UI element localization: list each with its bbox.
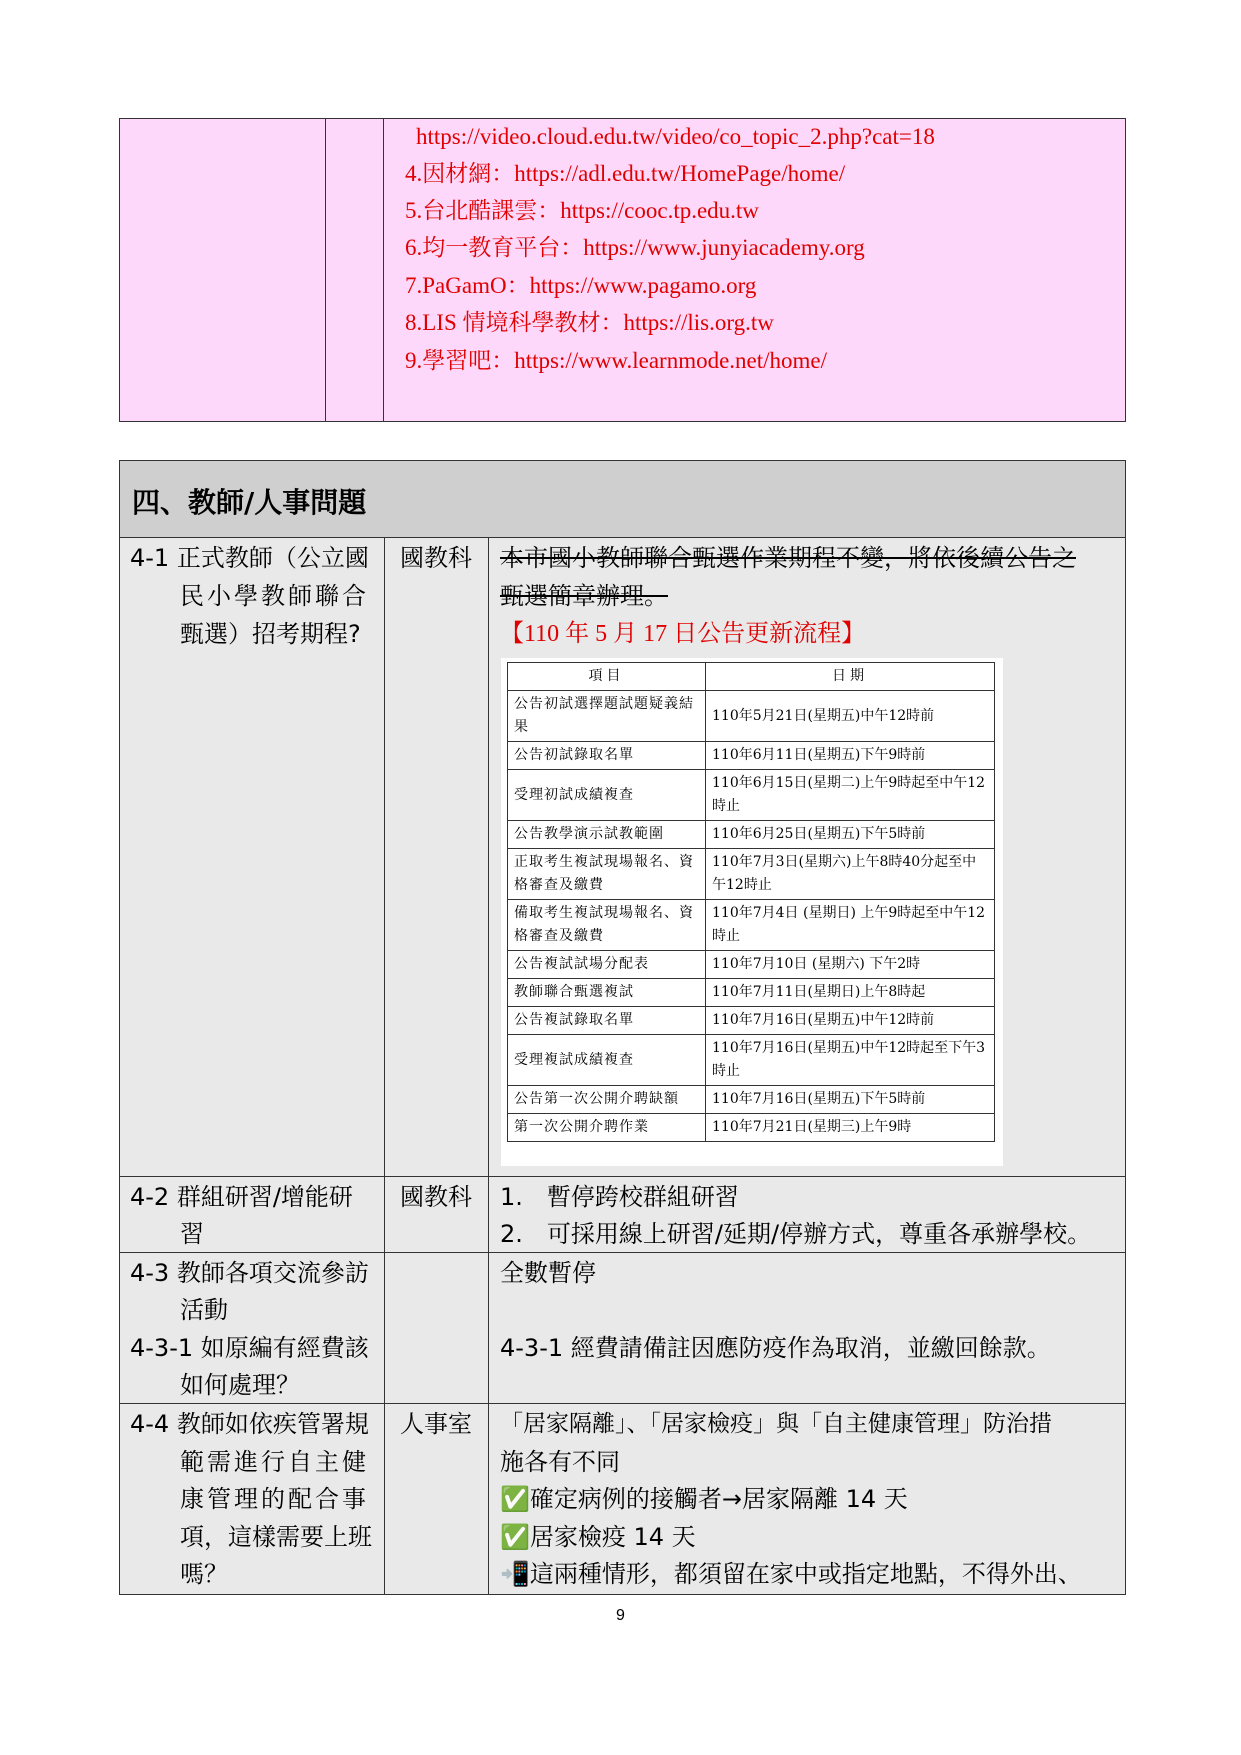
- question-4-3-line1: 4-3 教師各項交流參訪: [130, 1259, 369, 1287]
- schedule-date: 110年7月16日(星期五)下午5時前: [706, 1086, 995, 1114]
- section-title: 四、教師/人事問題: [132, 486, 367, 519]
- schedule-date: 110年7月4日 (星期日) 上午9時起至中午12時止: [706, 900, 995, 951]
- schedule-image: [501, 658, 1003, 1166]
- schedule-date: 110年6月11日(星期五)下午9時前: [706, 742, 995, 770]
- question-4-3-1-line1: 4-3-1 如原編有經費該: [130, 1334, 369, 1362]
- schedule-item: 備取考生複試現場報名、資格審查及繳費: [508, 900, 706, 951]
- schedule-header-date: 日期: [706, 663, 995, 691]
- answer-4-4-home-quarantine: ✅居家檢疫 14 天: [500, 1523, 696, 1551]
- question-4-3-1-line2: 如何處理？: [180, 1371, 300, 1399]
- schedule-row: [508, 821, 995, 849]
- schedule-row: [508, 979, 995, 1007]
- table-divider: [325, 119, 326, 421]
- page-number: 9: [616, 1607, 625, 1624]
- schedule-date: 110年7月10日 (星期六) 下午2時: [706, 951, 995, 979]
- answer-4-3: 全數暫停: [500, 1259, 596, 1287]
- schedule-item: 正取考生複試現場報名、資格審查及繳費: [508, 849, 706, 900]
- link-line-video-cloud[interactable]: https://video.cloud.edu.tw/video/co_topic_2.php?cat=18: [416, 124, 935, 149]
- schedule-table: [507, 662, 995, 1142]
- schedule-row: [508, 742, 995, 770]
- schedule-item: 公告初試錄取名單: [508, 742, 706, 770]
- link-line-junyi[interactable]: 6.均一教育平台：https://www.junyiacademy.org: [405, 235, 865, 260]
- section-header: [120, 461, 1125, 538]
- schedule-item: 第一次公開介聘作業: [508, 1114, 706, 1142]
- question-4-4-line5: 嗎？: [180, 1560, 228, 1588]
- schedule-date: 110年7月3日(星期六)上午8時40分起至中午12時止: [706, 849, 995, 900]
- question-4-4-line3: 康管理的配合事: [180, 1485, 369, 1513]
- link-line-learnmode[interactable]: 9.學習吧：https://www.learnmode.net/home/: [405, 348, 828, 373]
- schedule-item: 公告教學演示試教範圍: [508, 821, 706, 849]
- resource-links-table: [119, 118, 1126, 422]
- schedule-item: 公告複試錄取名單: [508, 1007, 706, 1035]
- answer-4-4-line2: 施各有不同: [500, 1448, 620, 1476]
- answer-4-3-1: 4-3-1 經費請備註因應防疫作為取消，並繳回餘款。: [500, 1334, 1051, 1362]
- link-line-pagamo[interactable]: 7.PaGamO：https://www.pagamo.org: [405, 273, 757, 298]
- schedule-date: 110年6月25日(星期五)下午5時前: [706, 821, 995, 849]
- answer-4-4-stay-home: 📲這兩種情形，都須留在家中或指定地點，不得外出、: [500, 1560, 1082, 1588]
- question-4-4-line2: 範需進行自主健: [180, 1448, 369, 1476]
- schedule-row: [508, 691, 995, 742]
- dept-4-4: 人事室: [400, 1410, 472, 1438]
- answer-4-2-item2: 2. 可採用線上研習/延期/停辦方式，尊重各承辦學校。: [500, 1220, 1092, 1248]
- schedule-header-row: [508, 663, 995, 691]
- schedule-date: 110年7月21日(星期三)上午9時: [706, 1114, 995, 1142]
- schedule-date: 110年7月11日(星期日)上午8時起: [706, 979, 995, 1007]
- schedule-date: 110年5月21日(星期五)中午12時前: [706, 691, 995, 742]
- column-divider: [384, 537, 385, 1594]
- schedule-row: [508, 770, 995, 821]
- dept-4-2: 國教科: [400, 1183, 472, 1211]
- question-4-2-line2: 習: [180, 1220, 204, 1248]
- answer-4-2-item1: 1. 暫停跨校群組研習: [500, 1183, 739, 1211]
- schedule-item: 教師聯合甄選複試: [508, 979, 706, 1007]
- schedule-row: [508, 849, 995, 900]
- link-line-cooc[interactable]: 5.台北酷課雲：https://cooc.tp.edu.tw: [405, 198, 759, 223]
- schedule-item: 公告複試試場分配表: [508, 951, 706, 979]
- schedule-row: [508, 1007, 995, 1035]
- question-4-1-line3: 甄選）招考期程?: [180, 620, 361, 648]
- schedule-row: [508, 1035, 995, 1086]
- update-note: 【110 年 5 月 17 日公告更新流程】: [500, 621, 866, 647]
- table-divider: [383, 119, 384, 421]
- link-line-lis[interactable]: 8.LIS 情境科學教材：https://lis.org.tw: [405, 310, 774, 335]
- schedule-date: 110年7月16日(星期五)中午12時前: [706, 1007, 995, 1035]
- schedule-item: 公告第一次公開介聘缺額: [508, 1086, 706, 1114]
- schedule-item: 受理初試成績複查: [508, 770, 706, 821]
- question-4-4-line1: 4-4 教師如依疾管署規: [130, 1410, 369, 1438]
- schedule-row: [508, 1086, 995, 1114]
- schedule-row: [508, 1114, 995, 1142]
- link-line-adl[interactable]: 4.因材網：https://adl.edu.tw/HomePage/home/: [405, 161, 846, 186]
- question-4-1-line1: 4-1 正式教師（公立國: [130, 544, 369, 572]
- dept-4-1: 國教科: [400, 544, 472, 572]
- schedule-date: 110年7月16日(星期五)中午12時起至下午3時止: [706, 1035, 995, 1086]
- answer-4-4-line1: 「居家隔離」、「居家檢疫」與「自主健康管理」防治措: [500, 1411, 1052, 1437]
- question-4-2-line1: 4-2 群組研習/增能研: [130, 1183, 353, 1211]
- schedule-row: [508, 951, 995, 979]
- schedule-header-item: 項目: [508, 663, 706, 691]
- schedule-item: 受理複試成績複查: [508, 1035, 706, 1086]
- struck-answer-line1: 本市國小教師聯合甄選作業期程不變，將依後續公告之: [500, 544, 1076, 572]
- schedule-row: [508, 900, 995, 951]
- question-4-4-line4: 項，這樣需要上班: [180, 1523, 372, 1551]
- question-4-1-line2: 民小學教師聯合: [180, 582, 369, 610]
- row-divider: [120, 1176, 1125, 1177]
- question-4-3-line2: 活動: [180, 1296, 228, 1324]
- schedule-item: 公告初試選擇題試題疑義結果: [508, 691, 706, 742]
- schedule-date: 110年6月15日(星期二)上午9時起至中午12時止: [706, 770, 995, 821]
- teacher-personnel-table: [119, 460, 1126, 1595]
- struck-answer-line2: 甄選簡章辦理。: [500, 582, 668, 610]
- answer-4-4-contact-isolation: ✅確定病例的接觸者→居家隔離 14 天: [500, 1485, 908, 1513]
